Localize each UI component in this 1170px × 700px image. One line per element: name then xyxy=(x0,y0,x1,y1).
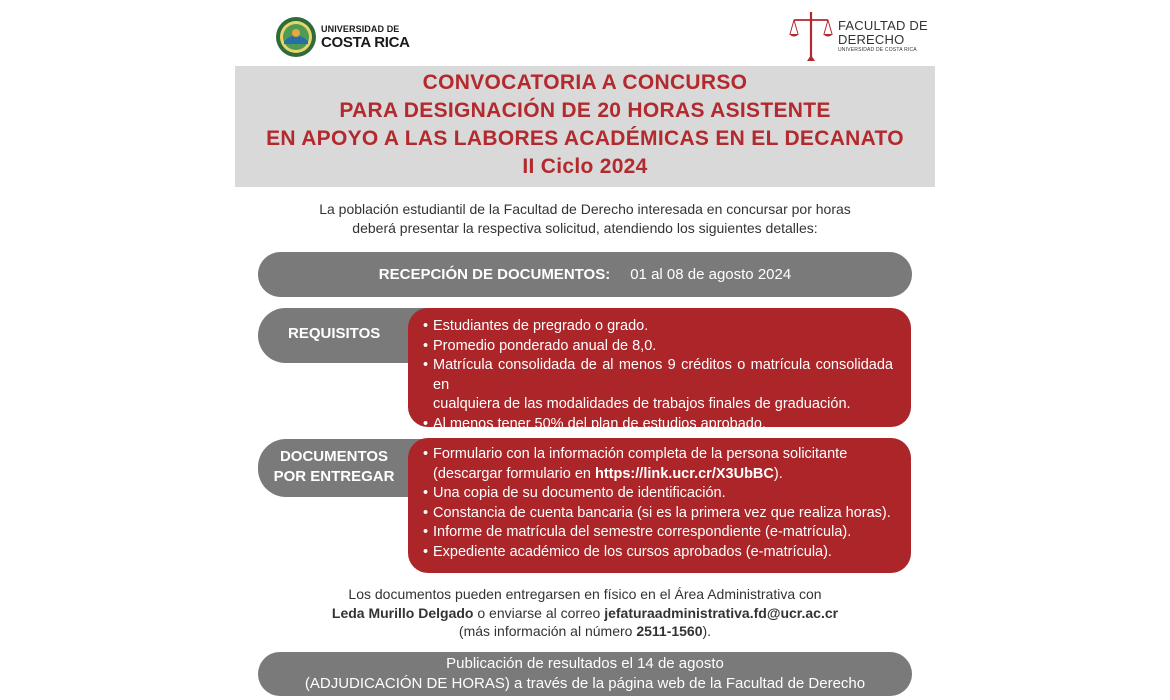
delivery-info xyxy=(235,585,935,641)
fd-logo-line3: UNIVERSIDAD DE COSTA RICA xyxy=(838,47,917,53)
list-item: • Una copia de su documento de identificación. xyxy=(432,484,893,504)
publicacion-bar xyxy=(258,652,912,696)
intro-paragraph xyxy=(235,200,935,238)
delivery-line-2 xyxy=(235,604,935,623)
intro-line-1: La población estudiantil de la Facultad de Derecho interesada en concursar por horas xyxy=(319,201,851,217)
documentos-label-line-1: DOCUMENTOS xyxy=(279,448,389,465)
ucr-logo-line1: UNIVERSIDAD DE xyxy=(321,23,400,34)
title-line-1: CONVOCATORIA A CONCURSO xyxy=(422,71,748,94)
list-item: • Expediente académico de los cursos aprobados (e-matrícula). xyxy=(432,543,893,563)
form-link-suffix: ). xyxy=(773,465,783,482)
list-item: • Promedio ponderado anual de 8,0. xyxy=(432,337,893,357)
recepcion-bar xyxy=(258,252,912,297)
publicacion-line-1: Publicación de resultados el 14 de agosto xyxy=(446,655,724,672)
list-item-continuation xyxy=(433,465,893,485)
list-item-continuation: cualquiera de las modalidades de trabajos finales de graduación. xyxy=(433,396,851,412)
delivery-line-1: Los documentos pueden entregarsen en físico en el Área Administrativa con xyxy=(348,586,822,602)
ucr-logo xyxy=(275,14,410,60)
title-banner xyxy=(235,66,935,187)
ucr-seal-icon xyxy=(275,16,317,58)
scales-of-justice-icon xyxy=(788,9,834,63)
fd-logo-line2: DERECHO xyxy=(838,32,905,47)
list-item xyxy=(432,356,893,415)
ucr-logo-line2: COSTA RICA xyxy=(321,33,410,51)
list-item: • Informe de matrícula del semestre correspondiente (e-matrícula). xyxy=(432,523,893,543)
publicacion-line-2: (ADJUDICACIÓN DE HORAS) a través de la página web de la Facultad de Derecho xyxy=(304,675,866,692)
documentos-label-line-2: POR ENTREGAR xyxy=(273,468,395,485)
requisitos-label: REQUISITOS xyxy=(288,325,381,342)
list-item: • Estudiantes de pregrado o grado. xyxy=(432,317,893,337)
title-line-4: II Ciclo 2024 xyxy=(522,155,648,178)
list-item-line: Formulario con la información completa de la persona solicitante xyxy=(433,446,848,462)
delivery-mid-text: o enviarse al correo xyxy=(473,604,605,621)
title-line-2: PARA DESIGNACIÓN DE 20 HORAS ASISTENTE xyxy=(339,99,831,122)
title-line-3: EN APOYO A LAS LABORES ACADÉMICAS EN EL DECANATO xyxy=(266,127,904,150)
list-item xyxy=(432,445,893,484)
intro-line-2: deberá presentar la respectiva solicitud, atendiendo los siguientes detalles: xyxy=(352,220,818,236)
fd-logo-line1: FACULTAD DE xyxy=(838,18,928,33)
contact-phone: 2511-1560 xyxy=(636,623,703,639)
requisitos-list xyxy=(432,317,893,434)
list-item-line: Matrícula consolidada de al menos 9 créditos o matrícula consolidada en xyxy=(433,357,893,393)
documentos-box xyxy=(408,438,911,573)
phone-suffix: ). xyxy=(702,623,712,639)
contact-name: Leda Murillo Delgado xyxy=(331,604,474,621)
list-item: • Al menos tener 50% del plan de estudios aprobado. xyxy=(432,415,893,435)
form-link-prefix: (descargar formulario en xyxy=(433,465,595,482)
requisitos-box xyxy=(408,308,911,432)
phone-prefix: (más información al número xyxy=(458,623,637,639)
form-download-link[interactable]: https://link.ucr.cr/X3UbBC xyxy=(595,465,774,482)
contact-email-link[interactable]: jefaturaadministrativa.fd@ucr.ac.cr xyxy=(604,604,839,621)
delivery-line-3 xyxy=(235,622,935,641)
facultad-derecho-logo xyxy=(788,8,928,64)
recepcion-label: RECEPCIÓN DE DOCUMENTOS: xyxy=(378,266,611,283)
recepcion-dates: 01 al 08 de agosto 2024 xyxy=(630,266,792,283)
list-item: • Constancia de cuenta bancaria (si es la primera vez que realiza horas). xyxy=(432,504,893,524)
documentos-list xyxy=(432,445,893,562)
